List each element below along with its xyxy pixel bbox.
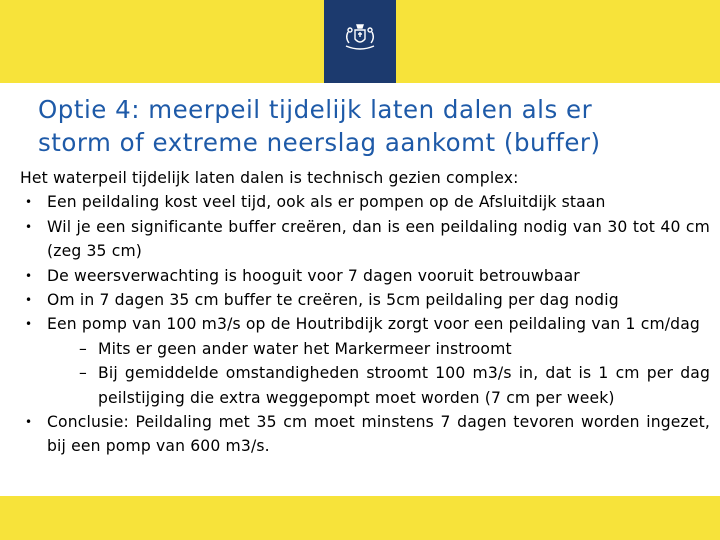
bullet-list — [20, 190, 710, 458]
title-line-2: storm of extreme neerslag aankomt (buffer) — [38, 128, 601, 157]
intro-text: Het waterpeil tijdelijk laten dalen is technisch gezien complex: — [20, 169, 519, 187]
slide-body — [20, 166, 710, 459]
bullet-item-with-subs — [20, 312, 710, 410]
bullet-item: • Conclusie: Peildaling met 35 cm moet minstens 7 dagen tevoren worden ingezet, bij een pomp van 600 m3/s. — [20, 410, 710, 459]
bullet-item: • Wil je een significante buffer creëren, dan is een peildaling nodig van 30 tot 40 cm (zeg 35 cm) — [20, 215, 710, 264]
content-area — [0, 83, 720, 496]
bullet-item: • Een peildaling kost veel tijd, ook als er pompen op de Afsluitdijk staan — [20, 190, 710, 214]
bullet-item: • De weersverwachting is hooguit voor 7 dagen vooruit betrouwbaar — [20, 264, 710, 288]
header-band — [0, 0, 720, 83]
coat-of-arms-icon — [343, 22, 377, 52]
title-line-1: Optie 4: meerpeil tijdelijk laten dalen als er — [38, 95, 593, 124]
bullet-text: Een pomp van 100 m3/s op de Houtribdijk zorgt voor een peildaling van 1 cm/dag — [47, 315, 700, 334]
sub-bullet-item: – Mits er geen ander water het Markermeer instroomt — [47, 337, 710, 361]
sub-bullet-item: – Bij gemiddelde omstandigheden stroomt 100 m3/s in, dat is 1 cm per dag peilstijging die extra weggepompt moet worden (7 cm per week) — [47, 361, 710, 410]
logo-tab — [324, 0, 396, 83]
sub-bullet-list — [47, 337, 710, 410]
bullet-item: • Om in 7 dagen 35 cm buffer te creëren, is 5cm peildaling per dag nodig — [20, 288, 710, 312]
slide-title — [38, 93, 708, 159]
